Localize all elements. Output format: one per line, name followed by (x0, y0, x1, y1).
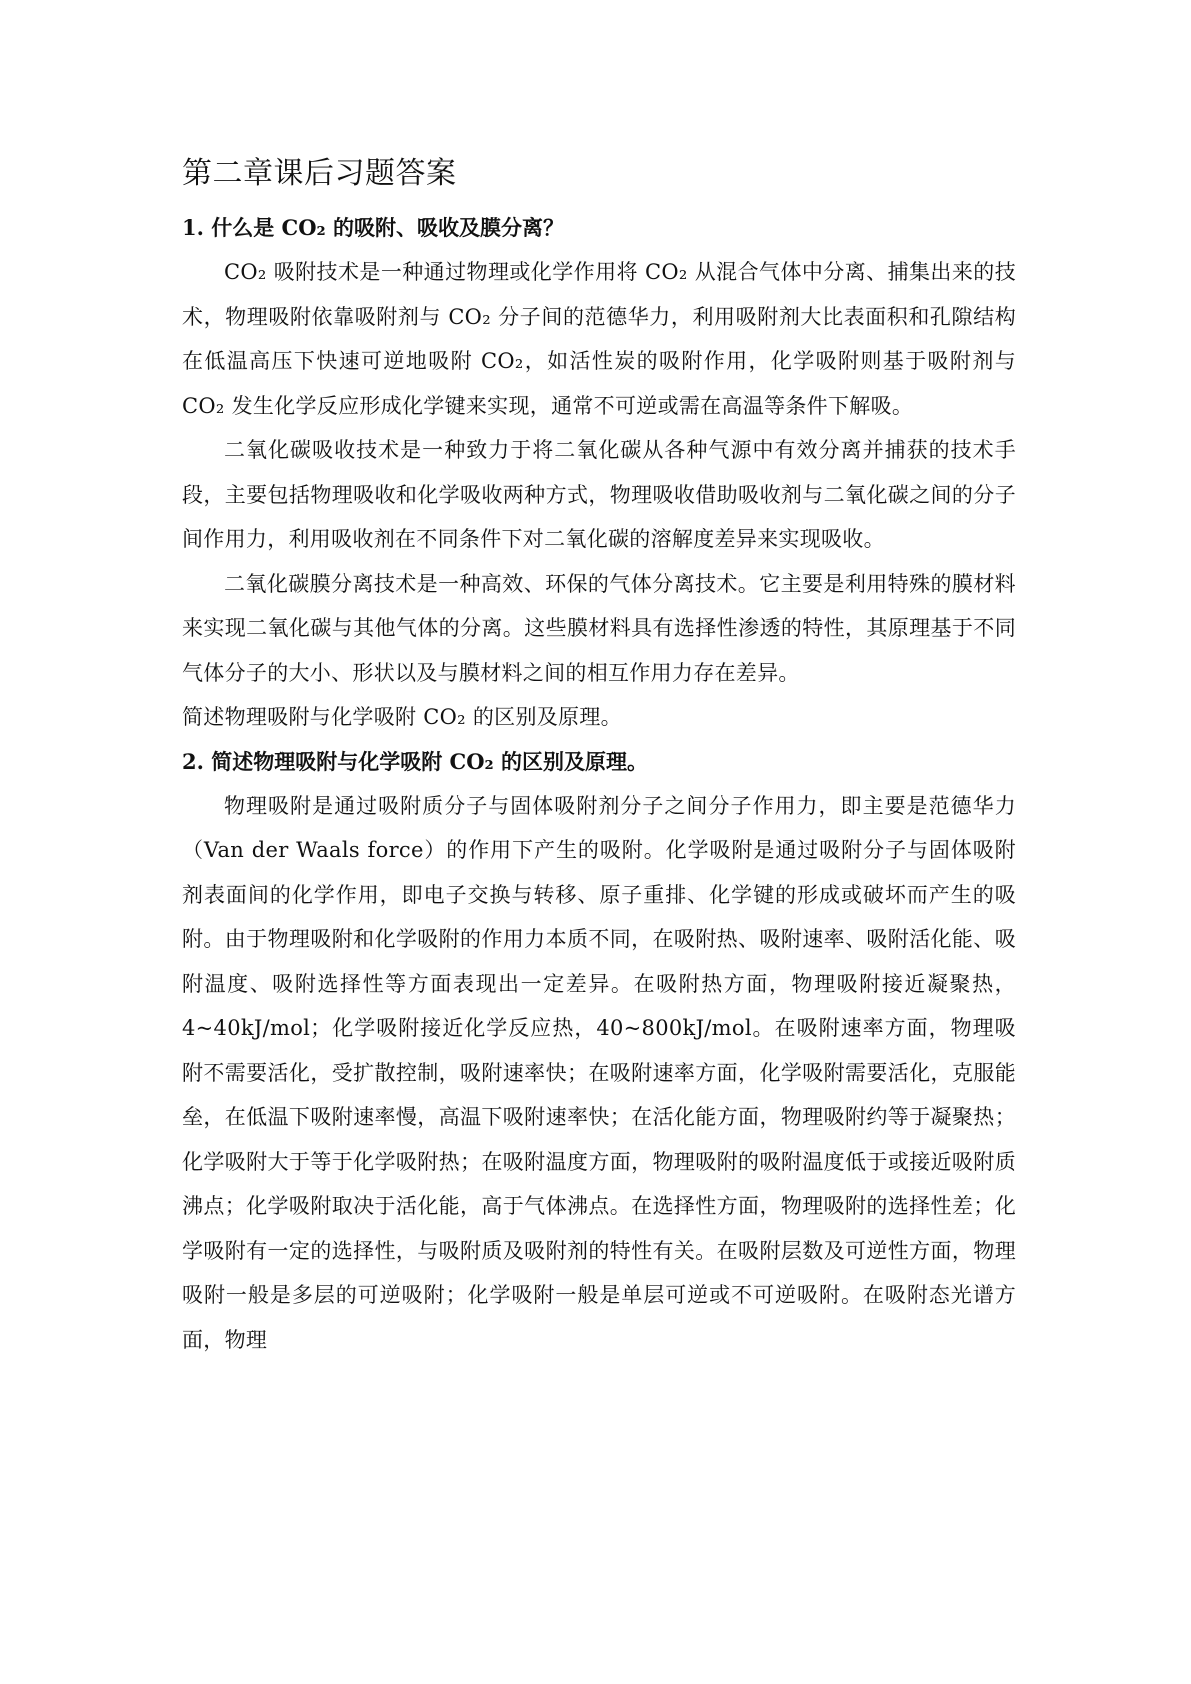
question-1-trailing-line: 简述物理吸附与化学吸附 CO₂ 的区别及原理。 (182, 705, 622, 729)
page-title: 第二章课后习题答案 (182, 156, 457, 191)
question-2-heading: 2. 简述物理吸附与化学吸附 CO₂ 的区别及原理。 (182, 748, 649, 774)
document-body (182, 152, 1016, 1362)
question-2-section (182, 740, 1016, 1363)
question-1-section (182, 206, 1016, 740)
question-1-paragraph-absorption: 二氧化碳吸收技术是一种致力于将二氧化碳从各种气源中有效分离并捕获的技术手段，主要包括物理吸收和化学吸收两种方式，物理吸收借助吸收剂与二氧化碳之间的分子间作用力，利用吸收剂在不同条件下对二氧化碳的溶解度差异来实现吸收。 (182, 438, 1016, 551)
question-1-paragraph-membrane: 二氧化碳膜分离技术是一种高效、环保的气体分离技术。它主要是利用特殊的膜材料来实现二氧化碳与其他气体的分离。这些膜材料具有选择性渗透的特性，其原理基于不同气体分子的大小、形状以及与膜材料之间的相互作用力存在差异。 (182, 571, 1016, 685)
question-2-paragraph: 物理吸附是通过吸附质分子与固体吸附剂分子之间分子作用力，即主要是范德华力（Van der Waals force）的作用下产生的吸附。化学吸附是通过吸附分子与固体吸附剂表面间的化学作用，即电子交换与转移、原子重排、化学键的形成或破坏而产生的吸附。由于物理吸附和化学吸附的作用力本质不同，在吸附热、吸附速率、吸附活化能、吸附温度、吸附选择性等方面表现出一定差异。在吸附热方面，物理吸附接近凝聚热，4~40kJ/mol；化学吸附接近化学反应热，40~800kJ/mol。在吸附速率方面，物理吸附不需要活化，受扩散控制，吸附速率快；在吸附速率方面，化学吸附需要活化，克服能垒，在低温下吸附速率慢，高温下吸附速率快；在活化能方面，物理吸附约等于凝聚热；化学吸附大于等于化学吸附热；在吸附温度方面，物理吸附的吸附温度低于或接近吸附质沸点；化学吸附取决于活化能，高于气体沸点。在选择性方面，物理吸附的选择性差；化学吸附有一定的选择性，与吸附质及吸附剂的特性有关。在吸附层数及可逆性方面，物理吸附一般是多层的可逆吸附；化学吸附一般是单层可逆或不可逆吸附。在吸附态光谱方面，物理 (182, 793, 1016, 1352)
question-1-paragraph-adsorption: CO₂ 吸附技术是一种通过物理或化学作用将 CO₂ 从混合气体中分离、捕集出来的技术，物理吸附依靠吸附剂与 CO₂ 分子间的范德华力，利用吸附剂大比表面积和孔隙结构在低温高压下快速可逆地吸附 CO₂，如活性炭的吸附作用，化学吸附则基于吸附剂与 CO₂ 发生化学反应形成化学键来实现，通常不可逆或需在高温等条件下解吸。 (182, 260, 1016, 418)
question-1-heading: 1. 什么是 CO₂ 的吸附、吸收及膜分离？ (182, 215, 565, 240)
